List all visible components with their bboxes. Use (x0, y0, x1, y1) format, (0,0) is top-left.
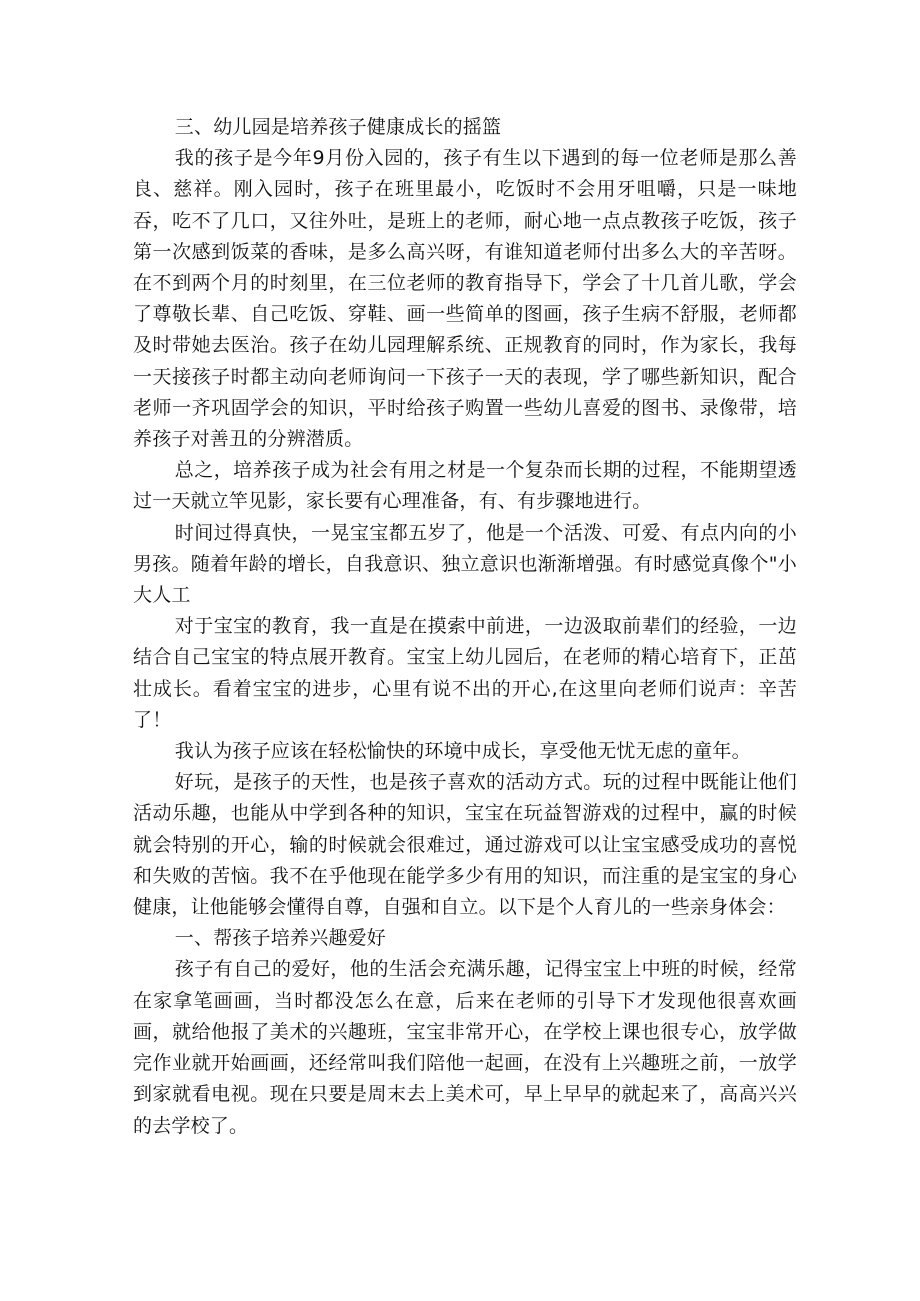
section-heading-interests: 一、帮孩子培养兴趣爱好 (174, 927, 386, 950)
paragraph: 好玩，是孩子的天性，也是孩子喜欢的活动方式。玩的过程中既能让他们活动乐趣，也能从中学到各种的知识，宝宝在玩益智游戏的过程中，赢的时候就会特别的开心，输的时候就会很难过，通过游戏可以让宝宝感受成功的喜悦和失败的苦恼。我不在乎他现在能学多少有用的知识，而注重的是宝宝的身心健康，让他能够会懂得自尊，自强和自立。以下是个人育儿的一些亲身体会： (133, 771, 797, 919)
paragraph: 我的孩子是今年9月份入园的，孩子有生以下遇到的每一位老师是那么善良、慈祥。刚入园时，孩子在班里最小，吃饭时不会用牙咀嚼，只是一味地吞，吃不了几口，又往外吐，是班上的老师，耐心地一点点教孩子吃饭，孩子第一次感到饭菜的香味，是多么高兴呀，有谁知道老师付出多么大的辛苦呀。在不到两个月的时刻里，在三位老师的教育指导下，学会了十几首儿歌，学会了尊敬长辈、自己吃饭、穿鞋、画一些简单的图画，孩子生病不舒服，老师都及时带她去医治。孩子在幼儿园理解系统、正规教育的同时，作为家长，我每一天接孩子时都主动向老师询问一下孩子一天的表现，学了哪些新知识，配合老师一齐巩固学会的知识，平时给孩子购置一些幼儿喜爱的图书、录像带，培养孩子对善丑的分辨潜质。 (133, 147, 797, 451)
paragraph: 时间过得真快，一晃宝宝都五岁了，他是一个活泼、可爱、有点内向的小男孩。随着年龄的增长，自我意识、独立意识也渐渐增强。有时感觉真像个"小大人工 (133, 521, 797, 607)
section-heading-kindergarten: 三、幼儿园是培养孩子健康成长的摇篮 (174, 116, 502, 138)
document-body (133, 112, 797, 1142)
paragraph: 我认为孩子应该在轻松愉快的环境中成长，享受他无忧无虑的童年。 (174, 740, 751, 763)
paragraph: 总之，培养孩子成为社会有用之材是一个复杂而长期的过程，不能期望透过一天就立竿见影，家长要有心理准备，有、有步骤地进行。 (133, 459, 797, 513)
paragraph: 对于宝宝的教育，我一直是在摸索中前进，一边汲取前辈们的经验，一边结合自己宝宝的特点展开教育。宝宝上幼儿园后，在老师的精心培育下，正茁壮成长。看着宝宝的进步，心里有说不出的开心,在这里向老师们说声：辛苦了！ (133, 615, 797, 731)
paragraph: 孩子有自己的爱好，他的生活会充满乐趣，记得宝宝上中班的时候，经常在家拿笔画画，当时都没怎么在意，后来在老师的引导下才发现他很喜欢画画，就给他报了美术的兴趣班，宝宝非常开心，在学校上课也很专心，放学做完作业就开始画画，还经常叫我们陪他一起画，在没有上兴趣班之前，一放学到家就看电视。现在只要是周末去上美术可，早上早早的就起来了，高高兴兴的去学校了。 (133, 958, 797, 1137)
